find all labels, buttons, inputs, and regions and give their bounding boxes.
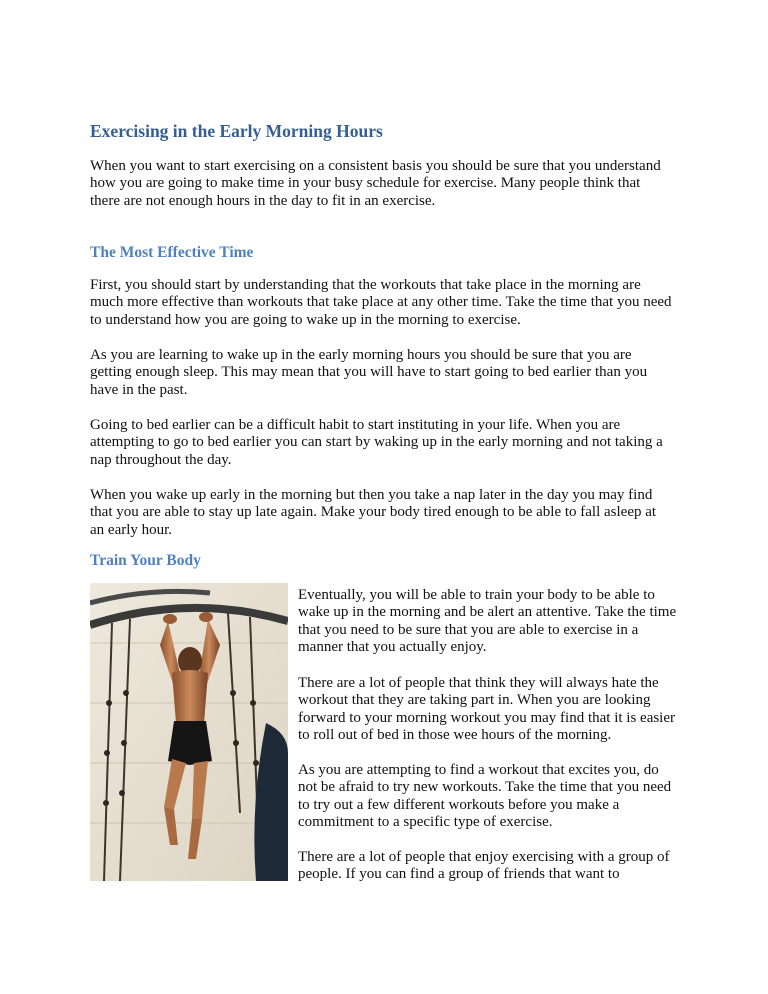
section2-paragraph-2: There are a lot of people that think they will always hate the workout that they are taking part in. When you are looking forward to your morning workout you may find that it is easier to roll out of bed in those wee hours of the morning. [298,675,676,743]
section-heading-train-your-body: Train Your Body [90,552,201,569]
section1-paragraph-1: First, you should start by understanding that the workouts that take place in the morning are much more effective than workouts that take place at any other time. Take the time that you need to understand how you are going to wake up in the morning to exercise. [90,277,672,328]
section1-paragraph-3: Going to bed earlier can be a difficult habit to start instituting in your life. When you are attempting to go to bed earlier you can start by waking up in the early morning and not taking a nap throughout the day. [90,417,663,468]
section-heading-most-effective-time: The Most Effective Time [90,244,254,261]
section2-paragraph-1: Eventually, you will be able to train your body to be able to wake up in the morning and be alert an attentive. Take the time that you need to be sure that you are able to exercise in a manner that you actually enjoy. [298,587,677,655]
page-title: Exercising in the Early Morning Hours [90,121,383,141]
exercise-photo [90,583,288,881]
section1-paragraph-2: As you are learning to wake up in the early morning hours you should be sure that you are getting enough sleep. This may mean that you will have to start going to bed earlier than you have in the past. [90,347,648,398]
section1-paragraph-4: When you wake up early in the morning but then you take a nap later in the day you may find that you are able to stay up late again. Make your body tired enough to be able to fall asleep at an early hour. [90,487,657,538]
section2-paragraph-4: There are a lot of people that enjoy exercising with a group of people. If you can find a group of friends that want to [298,849,670,883]
section2-paragraph-3: As you are attempting to find a workout that excites you, do not be afraid to try new workouts. Take the time that you need to try out a few different workouts before you make a commitment to a specific type of exercise. [298,762,672,830]
intro-paragraph: When you want to start exercising on a consistent basis you should be sure that you understand how you are going to make time in your busy schedule for exercise. Many people think that there are not enough hours in the day to fit in an exercise. [90,158,661,209]
